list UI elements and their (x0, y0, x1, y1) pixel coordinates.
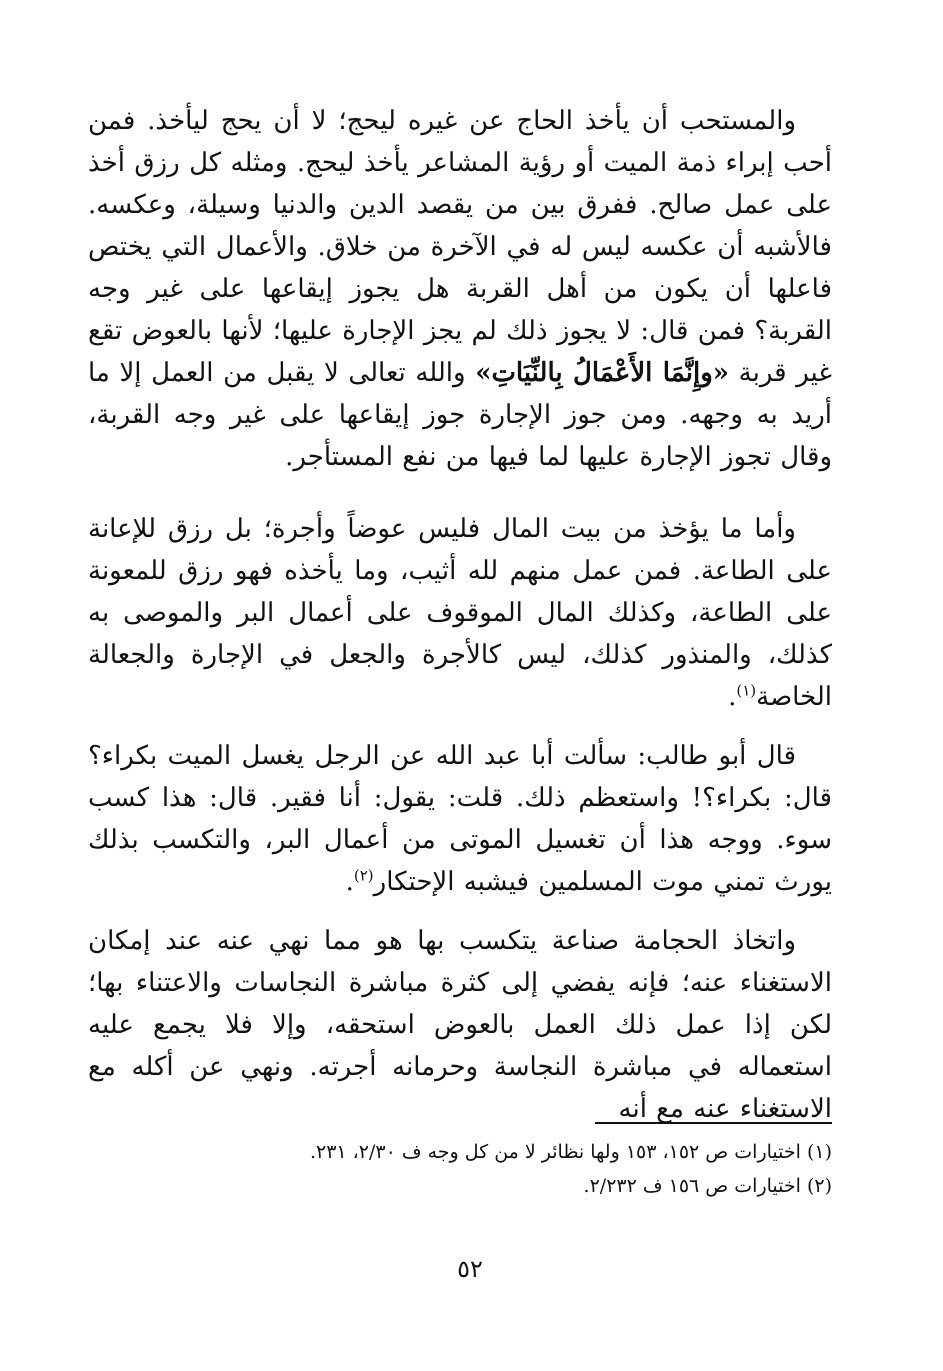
paragraph-2-end: . (728, 682, 737, 712)
paragraph-2-text: وأما ما يؤخذ من بيت المال فليس عوضاً وأجرة؛ بل رزق للإعانة على الطاعة. فمن عمل منهم لله أثيب، وما يأخذه فهو رزق للمعونة على الطاعة، وكذلك المال الموقوف على أعمال البر والموصى به كذلك، والمنذور كذلك، ليس كالأجرة والجعل في الإجارة والجعالة الخاصة (88, 514, 832, 712)
paragraph-1 (88, 100, 832, 478)
paragraph-3-end: . (345, 867, 354, 897)
footnote-divider (595, 1122, 832, 1124)
footnotes (150, 1135, 832, 1203)
paragraph-4-text: واتخاذ الحجامة صناعة يتكسب بها هو مما نهي عنه عند إمكان الاستغناء عنه؛ فإنه يفضي إلى كثرة مباشرة النجاسات والاعتناء بها؛ لكن إذا عمل ذلك العمل بالعوض استحقه، وإلا فلا يجمع عليه استعماله في مباشرة النجاسة وحرمانه أجرته. ونهي عن أكله مع الاستغناء عنه مع أنه (88, 926, 832, 1124)
paragraph-4 (88, 920, 832, 1130)
footnote-1: (١) اختيارات ص ١٥٢، ١٥٣ ولها نظائر لا من كل وجه ف ٢/٣٠، ٢٣١. (309, 1141, 832, 1163)
footnote-2: (٢) اختيارات ص ١٥٦ ف ٢/٢٣٢. (583, 1175, 832, 1197)
paragraph-3-text: قال أبو طالب: سألت أبا عبد الله عن الرجل يغسل الميت بكراء؟ قال: بكراء؟! واستعظم ذلك. قلت: يقول: أنا فقير. قال: هذا كسب سوء. ووجه هذا أن تغسيل الموتى من أعمال البر، والتكسب بذلك يورث تمني موت المسلمين فيشبه الإحتكار (88, 741, 832, 897)
paragraph-2 (88, 508, 832, 718)
paragraph-1-continuation: والله تعالى لا يقبل من العمل إلا ما أريد به وجهه. ومن جوز الإجارة جوز إيقاعها على غير وجه القربة، وقال تجوز الإجارة عليها لما فيها من نفع المستأجر. (88, 358, 832, 472)
footnote-ref-1[interactable]: (١) (736, 681, 757, 700)
quran-quote: «وإِنَّمَا الأَعْمَالُ بِالنِّيَاتِ» (475, 358, 730, 388)
paragraph-1-text: والمستحب أن يأخذ الحاج عن غيره ليحج؛ لا أن يحج ليأخذ. فمن أحب إبراء ذمة الميت أو رؤية المشاعر يأخذ ليحج. ومثله كل رزق أخذ على عمل صالح. ففرق بين من يقصد الدين والدنيا وسيلة، وعكسه. فالأشبه أن عكسه ليس له في الآخرة من خلاق. والأعمال التي يختص فاعلها أن يكون من أهل القربة هل يجوز إيقاعها على غير وجه القربة؟ فمن قال: لا يجوز ذلك لم يجز الإجارة عليها؛ لأنها بالعوض تقع غير قربة (88, 106, 832, 388)
page-number: ٥٢ (457, 1255, 483, 1283)
footnote-ref-2[interactable]: (٢) (353, 866, 374, 885)
paragraph-3 (88, 735, 832, 903)
